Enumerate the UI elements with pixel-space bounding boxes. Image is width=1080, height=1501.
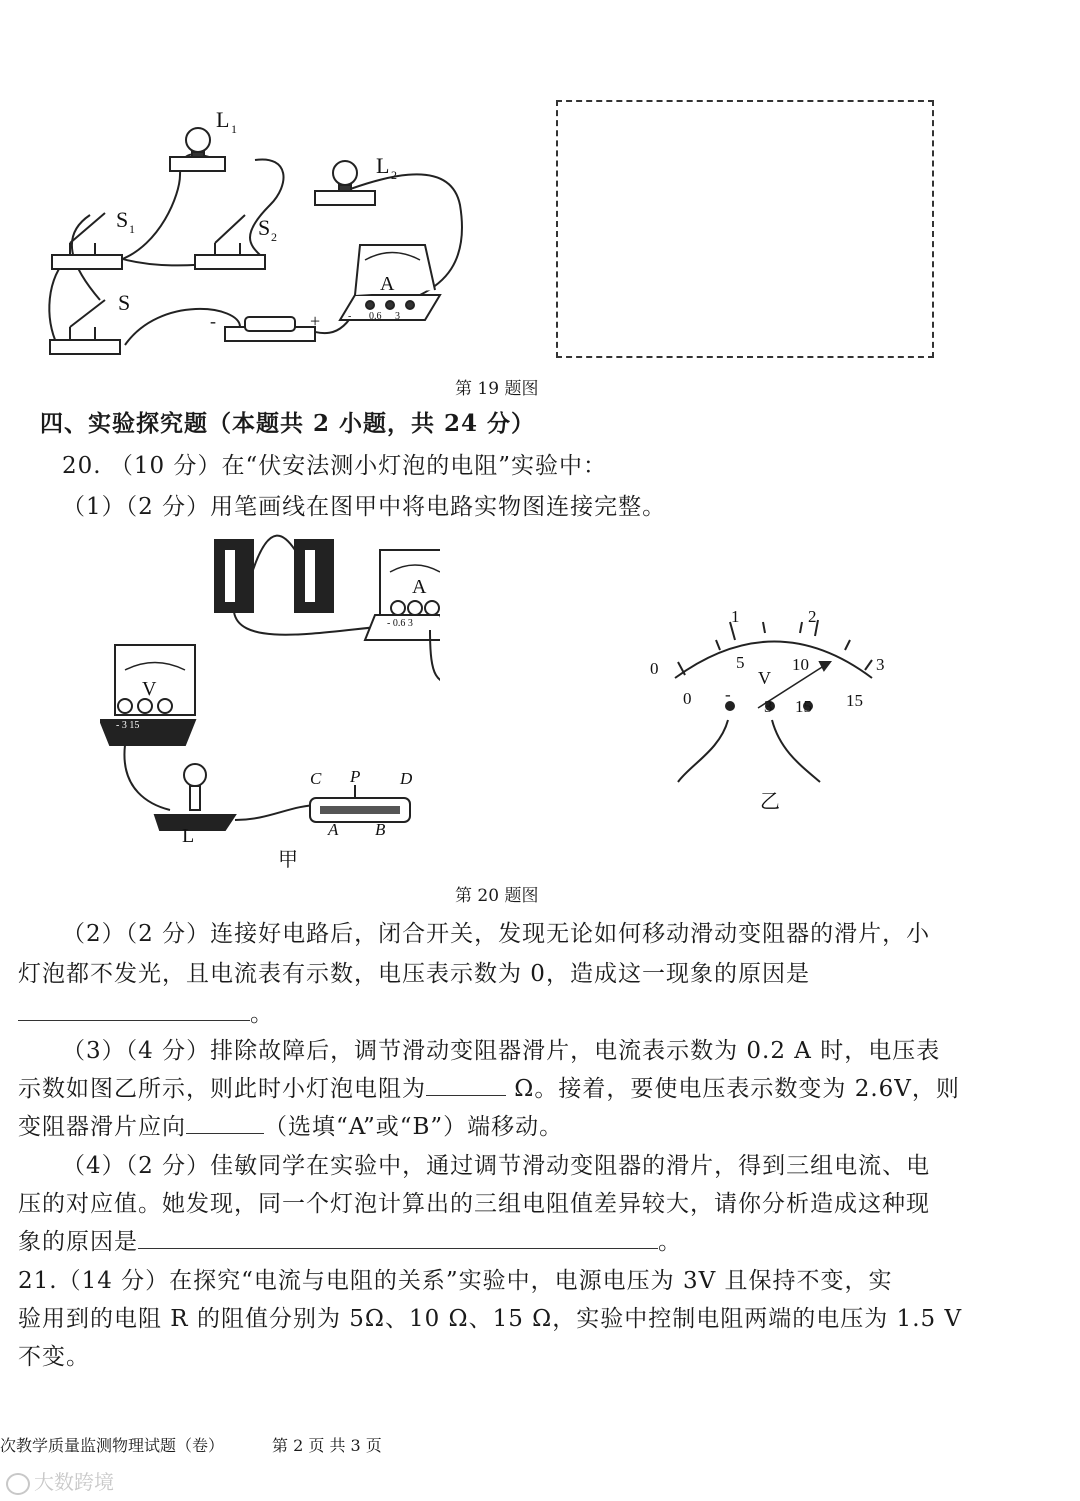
q20-part1: （1）（2 分）用笔画线在图甲中将电路实物图连接完整。: [62, 494, 667, 520]
q20-part2-line3: [18, 995, 274, 1028]
q21-line3: 不变。: [18, 1344, 90, 1370]
dial-top-2: 2: [808, 607, 817, 626]
yi-caption: 乙: [760, 791, 780, 813]
answer-blank-3a[interactable]: [426, 1075, 506, 1096]
figure-20-yi-dial: [640, 600, 910, 820]
jia-B-end: B: [375, 820, 386, 839]
watermark-logo-icon: [6, 1473, 30, 1495]
jia-ammeter-label: A: [412, 576, 427, 598]
q20-part4-line3: [18, 1223, 682, 1256]
q20-part3-line2b: Ω。接着，要使电压表示数变为 2.6V，则: [506, 1076, 960, 1102]
q20-part3-line3a: 变阻器滑片应向: [18, 1114, 186, 1140]
label-term-06: 0.6: [369, 311, 382, 322]
label-S: S: [118, 290, 131, 315]
answer-blank-2[interactable]: [18, 1000, 250, 1021]
dial-term-3: 3: [764, 697, 773, 716]
q20-part2-end: 。: [250, 1001, 274, 1027]
label-battery-minus: -: [210, 311, 216, 331]
label-L2: L: [376, 153, 390, 178]
label-term-minus: -: [348, 311, 352, 322]
figure-19-caption: 第 19 题图: [455, 379, 539, 399]
footer-page: 第 2 页 共 3 页: [272, 1436, 382, 1455]
dial-bottom-0: 0: [683, 689, 692, 708]
watermark: [6, 1466, 114, 1495]
dial-unit: V: [758, 668, 771, 688]
label-L1-sub: 1: [231, 122, 237, 136]
label-battery-plus: +: [310, 311, 321, 331]
q20-part4-line2: 压的对应值。她发现，同一个灯泡计算出的三组电阻值差异较大，请你分析造成这种现: [18, 1191, 930, 1217]
dial-bottom-10: 10: [792, 655, 809, 674]
q21-line2: 验用到的电阻 R 的阻值分别为 5Ω、10 Ω、15 Ω，实验中控制电阻两端的电压为 1.5 V: [18, 1306, 963, 1332]
q21-line1: 21.（14 分）在探究“电流与电阻的关系”实验中，电源电压为 3V 且保持不变，实: [18, 1268, 893, 1294]
label-L1: L: [216, 107, 230, 132]
jia-voltmeter-terms: - 3 15: [116, 720, 140, 731]
dial-top-3: 3: [876, 655, 885, 674]
dial-top-0: 0: [650, 659, 659, 678]
label-ammeter: A: [380, 273, 395, 295]
watermark-text: 大数跨境: [34, 1470, 114, 1494]
dial-bottom-15: 15: [846, 691, 863, 710]
dial-top-1: 1: [731, 607, 740, 626]
dial-term-minus: -: [725, 685, 731, 704]
q20-part3-line1: （3）（4 分）排除故障后，调节滑动变阻器滑片，电流表示数为 0.2 A 时，电压表: [62, 1038, 941, 1064]
q20-part3-line3b: （选填“A”或“B”）端移动。: [264, 1114, 564, 1140]
jia-ammeter-terms: - 0.6 3: [387, 618, 413, 629]
answer-blank-3b[interactable]: [186, 1113, 264, 1134]
jia-voltmeter-label: V: [142, 678, 157, 700]
answer-box-dashed: [556, 100, 934, 358]
q20-part4-end: 。: [658, 1229, 682, 1255]
answer-blank-4[interactable]: [138, 1228, 658, 1249]
label-S2: S: [258, 215, 271, 240]
figure-20-jia: [100, 530, 440, 875]
q20-part3-line2: [18, 1070, 960, 1103]
q20-part4-line3a: 象的原因是: [18, 1229, 138, 1255]
dial-bottom-5: 5: [736, 653, 745, 672]
label-S1: S: [116, 207, 129, 232]
jia-caption: 甲: [278, 849, 298, 871]
label-L2-sub: 2: [391, 168, 397, 182]
label-S1-sub: 1: [129, 222, 135, 236]
q20-part2-line1: （2）（2 分）连接好电路后，闭合开关，发现无论如何移动滑动变阻器的滑片，小: [62, 921, 931, 947]
q20-part3-line2a: 示数如图乙所示，则此时小灯泡电阻为: [18, 1076, 426, 1102]
jia-P: P: [350, 767, 361, 786]
jia-C: C: [310, 769, 322, 788]
q20-part3-line3: [18, 1108, 563, 1141]
figure-20-caption: 第 20 题图: [455, 886, 539, 906]
footer-title: 次教学质量监测物理试题（卷）: [0, 1436, 225, 1455]
jia-A-end: A: [328, 820, 339, 839]
q20-stem: 20. （10 分）在“伏安法测小灯泡的电阻”实验中：: [62, 453, 607, 479]
label-S2-sub: 2: [271, 230, 277, 244]
dial-term-15: 15: [795, 697, 812, 716]
figure-19-circuit: [40, 95, 480, 365]
jia-lamp-label: L: [182, 825, 195, 847]
q20-part2-line2: 灯泡都不发光，且电流表有示数，电压表示数为 0，造成这一现象的原因是: [18, 961, 810, 987]
label-term-3: 3: [395, 311, 400, 322]
section-4-heading: 四、实验探究题（本题共 2 小题，共 24 分）: [40, 410, 536, 437]
jia-D: D: [400, 769, 413, 788]
q20-part4-line1: （4）（2 分）佳敏同学在实验中，通过调节滑动变阻器的滑片，得到三组电流、电: [62, 1153, 931, 1179]
